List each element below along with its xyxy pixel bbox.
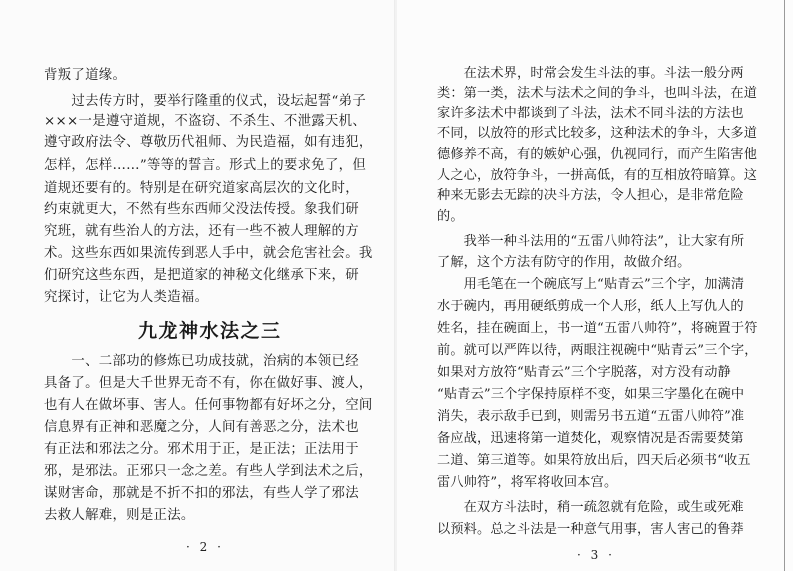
section-heading: 九龙神水法之三: [138, 320, 282, 342]
text-line: 背叛了道缘。: [44, 68, 127, 83]
text-line: ×××一是遵守道规，不盗窃、不杀生、不泄露天机、: [44, 114, 367, 129]
left-page: [0, 0, 396, 571]
text-line: 具备了。但是大千世界无奇不有，你在做好事、渡人，: [44, 376, 373, 391]
text-line: 雷八帅符”，将军将收回本宫。: [437, 475, 618, 490]
text-line: 类：第一类，法术与法术之间的争斗，也叫斗法，在道: [437, 86, 758, 101]
text-line: 备应战，迅速将第一道焚化，观察情况是否需要焚第: [437, 431, 744, 446]
text-line: 了解，这个方法有防守的作用，故做介绍。: [437, 255, 691, 270]
text-line: 以预料。总之斗法是一种意气用事，害人害己的鲁莽: [437, 522, 744, 537]
text-line: 前。就可以严阵以待，两眼注视碗中“贴青云”三个字，: [437, 343, 758, 358]
text-line: 过去传方时，要举行隆重的仪式，设坛起誓“弟子: [44, 94, 367, 109]
scan-edge: [784, 0, 785, 571]
text-line: 姓名，挂在碗面上，书一道“五雷八帅符”，将碗置于符: [437, 321, 758, 336]
text-line: 也有人在做坏事、害人。任何事物都有好坏之分，空间: [44, 398, 373, 413]
text-line: 信息界有正神和恶魔之分，人间有善恶之分，法术也: [44, 420, 359, 435]
text-line: 人之心，放符争斗，一拼高低，有的互相放符暗算。这: [437, 168, 758, 183]
text-line: 谋财害命，那就是不折不扣的邪法，有些人学了邪法: [44, 486, 359, 501]
text-line: 我举一种斗法用的“五雷八帅符法”，让大家有所: [437, 234, 745, 249]
text-line: 如果对方放符“贴青云”三个字脱落，对方没有动静: [437, 365, 731, 380]
text-line: 在双方斗法时，稍一疏忽就有危险，或生或死难: [437, 500, 744, 515]
text-line: 不同，以放符的形式比较多，这种法术的争斗，大多道: [437, 126, 758, 141]
text-line: 去救人解难，则是正法。: [44, 508, 195, 523]
text-line: 遵守政府法令、尊敬历代祖师、为民造福，如有违犯，: [44, 135, 373, 150]
text-line: 术。这些东西如果流传到恶人手中，就会危害社会。我: [44, 246, 373, 261]
text-line: 邪，是邪法。正邪只一念之差。有些人学到法术之后，: [44, 464, 373, 479]
text-line: 道规还要有的。特别是在研究道家高层次的文化时，: [44, 181, 359, 196]
text-line: 有正法和邪法之分。邪术用于正，是正法；正法用于: [44, 442, 359, 457]
text-line: 约束就更大，不然有些东西师父没法传授。象我们研: [44, 202, 359, 217]
text-line: 在法术界，时常会发生斗法的事。斗法一般分两: [437, 66, 744, 81]
text-line: 种来无影去无踪的决斗方法，令人担心，是非常危险: [437, 188, 744, 203]
page-number: · 2 ·: [186, 540, 224, 554]
text-line: 的。: [437, 209, 464, 224]
text-line: 家许多法术中都谈到了斗法，法术不同斗法的方法也: [437, 106, 744, 121]
text-line: 究班，就有些治人的方法，还有一些不被人理解的方: [44, 224, 359, 239]
text-line: 们研究这些东西，是把道家的神秘文化继承下来，研: [44, 268, 359, 283]
text-line: “贴青云”三个字保持原样不变，如果三字墨化在碗中: [437, 387, 745, 402]
text-line: 二道、第三道等。如果符放出后，四天后必须书“收五: [437, 453, 751, 468]
text-line: 怎样，怎样……”等等的誓言。形式上的要求免了，但: [44, 158, 367, 173]
text-line: 究探讨，让它为人类造福。: [44, 290, 209, 305]
page-number: · 3 ·: [577, 548, 615, 562]
text-line: 一、二部功的修炼已功成技就，治病的本领已经: [44, 354, 359, 369]
text-line: 用毛笔在一个碗底写上“贴青云”三个字，加满清: [437, 277, 745, 292]
text-line: 消失，表示敌手已到，则需另书五道“五雷八帅符”准: [437, 409, 745, 424]
text-line: 水于碗内，再用硬纸剪成一个人形，纸人上写仇人的: [437, 299, 744, 314]
right-page: [397, 0, 793, 571]
text-line: 德修养不高，有的嫉妒心强，仇视同行，而产生陷害他: [437, 147, 758, 162]
